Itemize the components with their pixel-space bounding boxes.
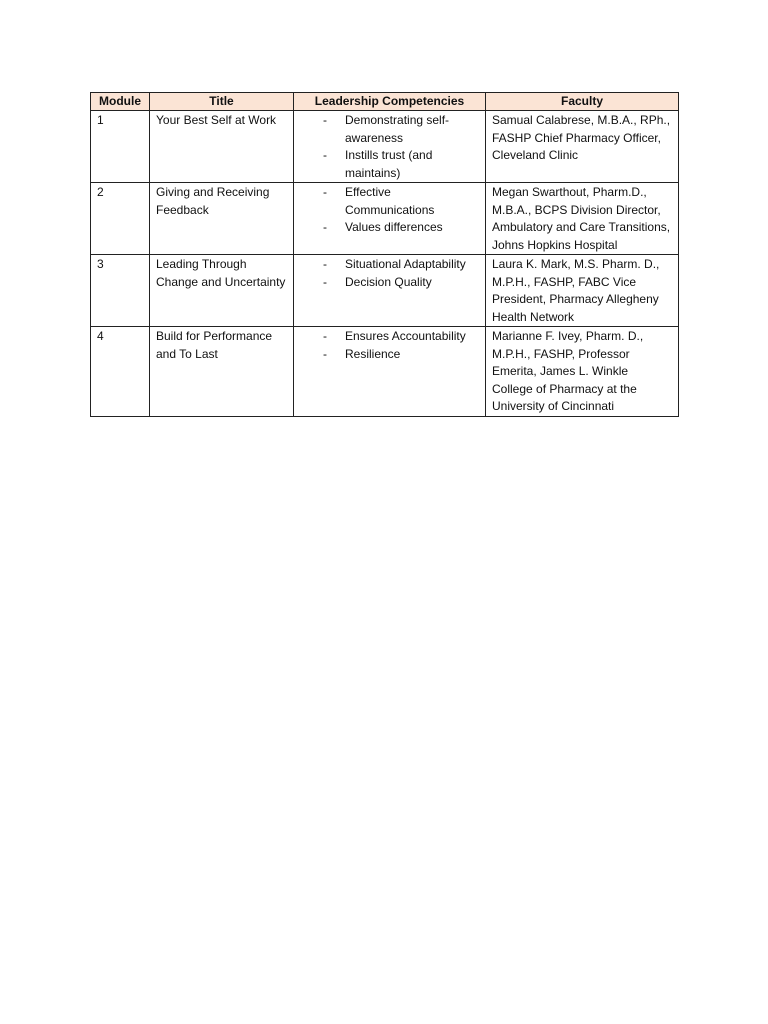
- dash-bullet: -: [323, 185, 327, 199]
- competency-item: [300, 274, 479, 292]
- dash-bullet: -: [323, 220, 327, 234]
- competency-text: Effective Communications: [345, 185, 435, 217]
- competency-list: [300, 256, 479, 291]
- competencies-cell: [294, 111, 486, 183]
- competencies-cell: [294, 255, 486, 327]
- dash-bullet: -: [323, 274, 327, 289]
- module-number: 3: [91, 255, 150, 327]
- table-row: [91, 327, 679, 417]
- dash-bullet: -: [323, 329, 327, 343]
- competency-text: Decision Quality: [345, 274, 432, 289]
- module-number: 1: [91, 111, 150, 183]
- header-title: Title: [150, 93, 294, 111]
- dash-bullet: -: [323, 346, 327, 361]
- module-number: 2: [91, 183, 150, 255]
- table-row: [91, 183, 679, 255]
- dash-bullet: -: [323, 257, 327, 271]
- header-faculty: Faculty: [486, 93, 679, 111]
- competency-text: Values differences: [345, 220, 443, 234]
- faculty-cell: Megan Swarthout, Pharm.D., M.B.A., BCPS Division Director, Ambulatory and Care Transitions, Johns Hopkins Hospital: [486, 183, 679, 255]
- competency-item: [300, 184, 479, 219]
- module-title: Leading Through Change and Uncertainty: [150, 255, 294, 327]
- competencies-cell: [294, 183, 486, 255]
- competency-item: [300, 147, 479, 182]
- competency-item: [300, 112, 479, 147]
- competency-text: Instills trust (and maintains): [345, 148, 433, 180]
- modules-table: [90, 92, 679, 417]
- competency-item: [300, 328, 479, 346]
- competency-text: Resilience: [345, 346, 401, 361]
- dash-bullet: -: [323, 148, 327, 162]
- dash-bullet: -: [323, 113, 327, 127]
- competency-item: [300, 219, 479, 237]
- table-row: [91, 255, 679, 327]
- header-leadership-competencies: Leadership Competencies: [294, 93, 486, 111]
- faculty-cell: Laura K. Mark, M.S. Pharm. D., M.P.H., FASHP, FABC Vice President, Pharmacy Allegheny Health Network: [486, 255, 679, 327]
- competency-item: [300, 346, 479, 364]
- faculty-cell: Samual Calabrese, M.B.A., RPh., FASHP Chief Pharmacy Officer, Cleveland Clinic: [486, 111, 679, 183]
- competency-list: [300, 328, 479, 363]
- header-module: Module: [91, 93, 150, 111]
- competency-list: [300, 112, 479, 182]
- table-header-row: [91, 93, 679, 111]
- competency-text: Ensures Accountability: [345, 329, 466, 343]
- faculty-cell: Marianne F. Ivey, Pharm. D., M.P.H., FASHP, Professor Emerita, James L. Winkle College of Pharmacy at the University of Cincinnati: [486, 327, 679, 417]
- competency-list: [300, 184, 479, 237]
- table-row: [91, 111, 679, 183]
- module-title: Your Best Self at Work: [150, 111, 294, 183]
- competency-text: Demonstrating self-awareness: [345, 113, 450, 145]
- module-title: Build for Performance and To Last: [150, 327, 294, 417]
- competency-text: Situational Adaptability: [345, 257, 466, 271]
- module-title: Giving and Receiving Feedback: [150, 183, 294, 255]
- module-number: 4: [91, 327, 150, 417]
- competencies-cell: [294, 327, 486, 417]
- competency-item: [300, 256, 479, 274]
